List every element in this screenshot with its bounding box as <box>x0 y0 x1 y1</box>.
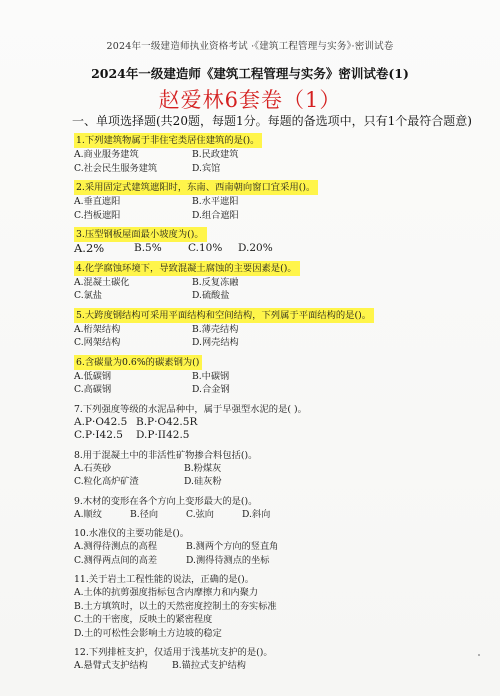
option: A.垂直遮阳 <box>74 196 121 207</box>
option: D.测得待测点的坐标 <box>186 554 270 566</box>
option: C.氯盐 <box>74 290 102 301</box>
question <box>74 128 474 175</box>
question-stem: 2.采用固定式建筑遮阳时，东南、西南朝向窗口宜采用()。 <box>74 180 318 195</box>
option: C.高碳钢 <box>74 384 112 395</box>
question-stem: 7.下列强度等级的水泥品种中，属于早强型水泥的是( )。 <box>74 403 307 415</box>
option: A.P·O42.5 <box>74 415 128 428</box>
option: A.桁架结构 <box>74 323 121 335</box>
option: D.组合遮阳 <box>192 209 239 221</box>
question-stem: 10.水准仪的主要功能是()。 <box>74 528 190 539</box>
option: B.测两个方向的竖直角 <box>186 541 279 552</box>
exam-title: 2024年一级建造师《建筑工程管理与实务》密训试卷(1) <box>91 66 409 81</box>
question-stem: 1.下列建筑物属于非住宅类居住建筑的是()。 <box>74 133 262 148</box>
question <box>74 350 474 397</box>
option: A.顺纹 <box>74 508 102 520</box>
option: D.土的可松性会影响土方边坡的稳定 <box>74 627 222 639</box>
option: A.2% <box>74 241 105 255</box>
option: A.土体的抗剪强度指标包含内摩擦力和内聚力 <box>74 587 259 598</box>
option: B.5% <box>134 242 162 254</box>
question <box>74 175 474 222</box>
option: D.合金钢 <box>192 384 230 395</box>
question <box>74 567 474 640</box>
option: C.社会民生服务建筑 <box>74 162 158 174</box>
exam-subtitle: 赵爱林6套卷（1） <box>158 88 342 112</box>
option: B.水平遮阳 <box>192 196 239 207</box>
option: B.粉煤灰 <box>184 462 222 474</box>
option: C.粒化高炉矿渣 <box>74 476 139 487</box>
option: A.商业服务建筑 <box>74 149 139 160</box>
option: D.斜向 <box>242 508 271 520</box>
running-header: 2024年一级建造师执业资格考试 ·《建筑工程管理与实务》·密训试卷 <box>106 41 394 52</box>
option: D.硫酸盐 <box>192 290 230 301</box>
question-stem: 12.下列排桩支护，仅适用于浅基坑支护的是()。 <box>74 647 273 658</box>
question-stem: 6.含碳量为0.6%的碳素钢为() <box>74 355 202 370</box>
question-stem: 5.大跨度钢结构可采用平面结构和空间结构，下列属于平面结构的是()。 <box>74 308 374 323</box>
question <box>74 303 474 350</box>
option: D.硅灰粉 <box>184 476 222 487</box>
question <box>74 640 474 673</box>
option: A.混凝土碳化 <box>74 276 130 288</box>
question <box>74 222 474 256</box>
option: B.薄壳结构 <box>192 323 239 335</box>
option: A.测得待测点的高程 <box>74 541 158 552</box>
option: B.反复冻融 <box>192 276 239 288</box>
option: A.石英砂 <box>74 462 112 474</box>
option: A.低碳钢 <box>74 370 112 382</box>
option: B.中碳钢 <box>192 370 230 382</box>
option: A.悬臂式支护结构 <box>74 660 148 671</box>
option: B.径向 <box>130 508 159 520</box>
option: C.P·I42.5 <box>74 429 123 441</box>
option: B.锚拉式支护结构 <box>172 660 246 671</box>
question <box>74 489 474 522</box>
question-stem: 4.化学腐蚀环境下，导致混凝土腐蚀的主要因素是()。 <box>74 261 300 276</box>
question-stem: 9.木材的变形在各个方向上变形最大的是()。 <box>74 495 258 507</box>
option: C.测得两点间的高差 <box>74 554 158 566</box>
question <box>74 521 474 567</box>
question-stem: 8.用于混凝土中的非活性矿物掺合料包括()。 <box>74 449 258 461</box>
option: D.宾馆 <box>192 162 221 174</box>
option: C.网架结构 <box>74 337 121 348</box>
option: C.10% <box>188 242 223 254</box>
question-stem: 3.压型钢板屋面最小坡度为()。 <box>74 227 207 242</box>
question-stem: 11.关于岩土工程性能的说法，正确的是()。 <box>74 574 255 585</box>
option: B.土方填筑时，以土的天然密度控制土的夯实标准 <box>74 600 277 612</box>
option: B.民政建筑 <box>192 149 239 160</box>
option: C.土的干密度，反映土的紧密程度 <box>74 614 213 625</box>
option: D.P·II42.5 <box>136 429 190 441</box>
question-list <box>74 128 474 673</box>
option: D.20% <box>238 242 273 254</box>
question <box>74 397 474 443</box>
question <box>74 443 474 489</box>
section-heading: 一、单项选择题(共20题，每题1分。每题的备选项中，只有1个最符合题意) <box>72 114 472 128</box>
question <box>74 256 474 303</box>
option: D.网壳结构 <box>192 337 239 348</box>
option: B.P·O42.5R <box>136 415 198 428</box>
option: C.弦向 <box>186 508 214 520</box>
page-speck <box>478 654 480 656</box>
option: C.挡板遮阳 <box>74 209 121 221</box>
